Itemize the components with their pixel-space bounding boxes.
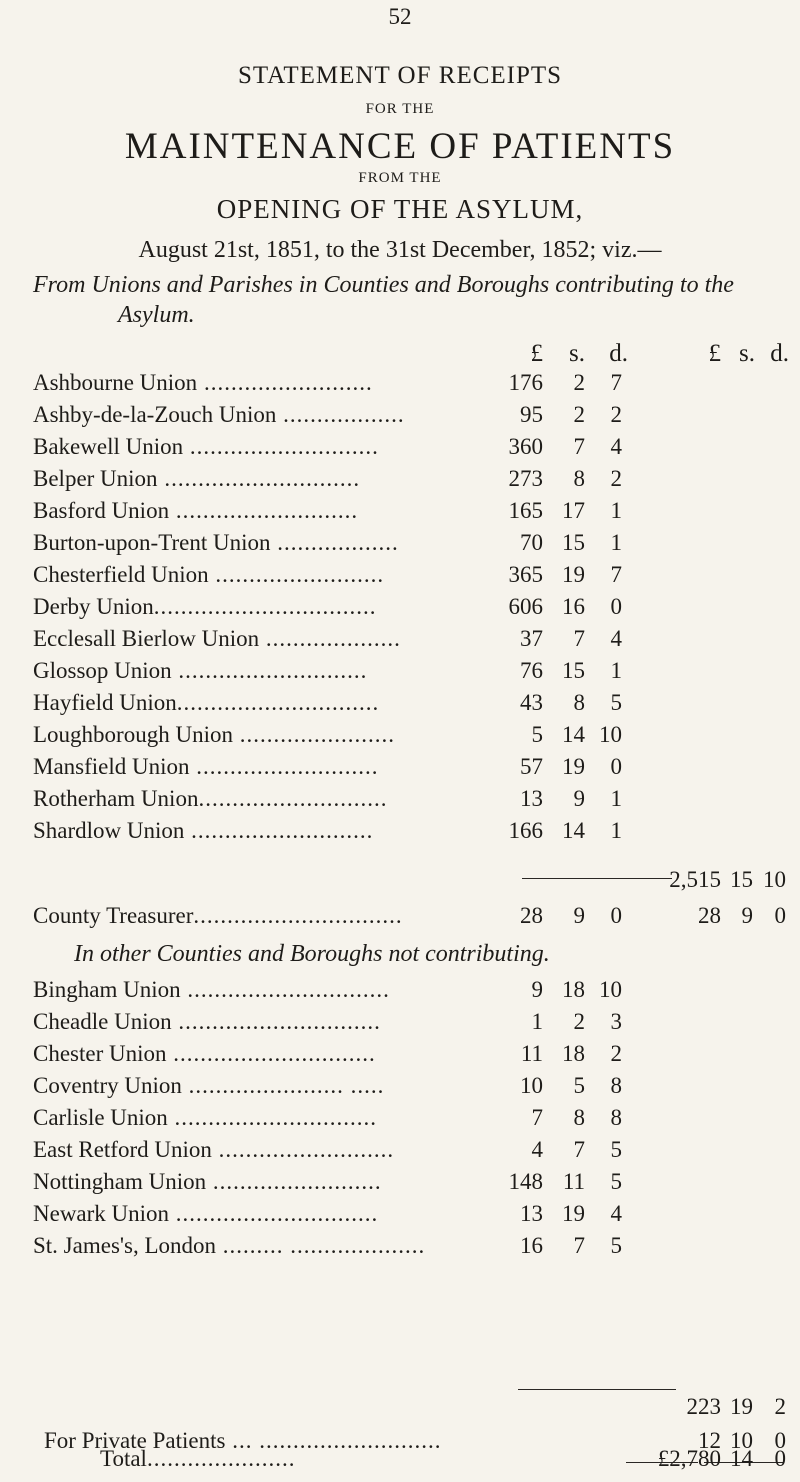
row-shillings: 2	[573, 370, 585, 395]
grand-total-pence: 0	[774, 1446, 786, 1471]
row-name: Newark Union	[33, 1201, 170, 1226]
leader-dots: ..............................	[166, 1041, 376, 1066]
row-name: Ashby-de-la-Zouch Union	[33, 402, 277, 427]
row-pence: 7	[610, 370, 622, 395]
row-pence: 5	[610, 1233, 622, 1258]
row-pounds: 57	[520, 754, 543, 779]
private-patients-pounds: 12	[698, 1428, 721, 1453]
table-row	[0, 1009, 800, 1039]
row-pounds: 148	[508, 1169, 543, 1194]
non-contributing-subtotal-rule	[518, 1389, 676, 1390]
leader-dots: .............................	[157, 466, 361, 491]
row-name: Mansfield Union	[33, 754, 190, 779]
leader-dots: ....................... .....	[181, 1073, 385, 1098]
row-pence: 2	[610, 402, 622, 427]
row-pence: 5	[610, 1137, 622, 1162]
table-row	[0, 626, 800, 656]
row-pence: 4	[610, 1201, 622, 1226]
row-name: Nottingham Union	[33, 1169, 207, 1194]
row-name: Rotherham Union	[33, 786, 199, 811]
row-pounds: 176	[508, 370, 543, 395]
leader-dots: ......... ....................	[216, 1233, 426, 1258]
row-pounds: 166	[508, 818, 543, 843]
row-shillings: 9	[573, 903, 585, 928]
row-pounds: 37	[520, 626, 543, 651]
table-row	[0, 1041, 800, 1071]
row-name: Bakewell Union	[33, 434, 184, 459]
row-pence: 1	[610, 530, 622, 555]
row-shillings: 8	[573, 690, 585, 715]
row-pounds: 95	[520, 402, 543, 427]
row-shillings: 8	[573, 1105, 585, 1130]
row-name: Ecclesall Bierlow Union	[33, 626, 260, 651]
title-statement-of-receipts: STATEMENT OF RECEIPTS	[237, 62, 563, 89]
table-row	[0, 722, 800, 752]
row-shillings: 19	[562, 562, 585, 587]
row-pounds: 165	[508, 498, 543, 523]
title-from-the: FROM THE	[358, 170, 442, 186]
table-row	[0, 754, 800, 784]
title-for-the: FOR THE	[365, 101, 435, 117]
row-shillings: 9	[573, 786, 585, 811]
leader-dots: ......................	[146, 1446, 296, 1471]
row-name: County Treasurer	[33, 903, 194, 928]
leader-dots: .................................	[153, 594, 377, 619]
table-row	[0, 1105, 800, 1135]
table-row	[0, 562, 800, 592]
row-pounds: 360	[508, 434, 543, 459]
leader-dots: ...........................	[189, 754, 379, 779]
table-row	[0, 977, 800, 1007]
row-shillings: 18	[562, 977, 585, 1002]
table-row	[0, 658, 800, 688]
row-pounds: 365	[508, 562, 543, 587]
row-pounds: 5	[531, 722, 543, 747]
row-name: Loughborough Union	[33, 722, 233, 747]
row-name: Hayfield Union	[33, 690, 177, 715]
row-name: Chesterfield Union	[33, 562, 209, 587]
row-total-shillings: 9	[741, 903, 753, 928]
row-shillings: 14	[562, 818, 585, 843]
leader-dots: ..................	[270, 530, 399, 555]
row-name: Belper Union	[33, 466, 158, 491]
table-row	[0, 786, 800, 816]
column-header-total-pence: d.	[770, 340, 789, 367]
row-pounds: 43	[520, 690, 543, 715]
leader-dots: ...............................	[193, 903, 403, 928]
title-date-range: August 21st, 1851, to the 31st December, 1852; viz.—	[138, 237, 662, 263]
leader-dots: ..............................	[176, 690, 380, 715]
column-header-total-pounds: £	[708, 340, 721, 367]
title-opening-of-asylum: OPENING OF THE ASYLUM,	[216, 194, 584, 224]
row-pounds: 273	[508, 466, 543, 491]
row-shillings: 19	[562, 1201, 585, 1226]
table-row	[0, 690, 800, 720]
section-heading-contributing: From Unions and Parishes in Counties and Boroughs contributing to the	[33, 272, 734, 298]
row-name: East Retford Union	[33, 1137, 212, 1162]
section-heading-non-contributing: In other Counties and Boroughs not contributing.	[74, 941, 550, 967]
page-number: 52	[388, 4, 412, 29]
leader-dots: ..............................	[180, 977, 390, 1002]
row-shillings: 16	[562, 594, 585, 619]
row-pounds: 1	[531, 1009, 543, 1034]
table-row	[0, 594, 800, 624]
leader-dots: .........................	[197, 370, 373, 395]
row-pounds: 13	[520, 1201, 543, 1226]
row-shillings: 7	[573, 1137, 585, 1162]
row-pence: 10	[599, 977, 622, 1002]
table-row	[0, 1073, 800, 1103]
row-pence: 0	[610, 903, 622, 928]
row-pence: 1	[610, 658, 622, 683]
grand-total-row	[0, 1446, 800, 1482]
row-name: Bingham Union	[33, 977, 181, 1002]
row-shillings: 14	[562, 722, 585, 747]
table-row	[0, 498, 800, 528]
row-shillings: 5	[573, 1073, 585, 1098]
grand-total-shillings: 14	[730, 1446, 753, 1471]
row-pence: 2	[610, 1041, 622, 1066]
row-name: St. James's, London	[33, 1233, 217, 1258]
row-pence: 1	[610, 786, 622, 811]
private-patients-pence: 0	[774, 1428, 786, 1453]
column-header-shillings: s.	[569, 340, 585, 367]
row-name: For Private Patients	[44, 1428, 226, 1453]
row-pence: 5	[610, 1169, 622, 1194]
table-row	[0, 818, 800, 848]
row-shillings: 15	[562, 658, 585, 683]
row-name: Carlisle Union	[33, 1105, 168, 1130]
row-total-pounds: 28	[698, 903, 721, 928]
leader-dots: ............................	[171, 658, 368, 683]
row-shillings: 17	[562, 498, 585, 523]
row-pounds: 28	[520, 903, 543, 928]
row-pence: 4	[610, 434, 622, 459]
table-row	[0, 1137, 800, 1167]
row-shillings: 2	[573, 402, 585, 427]
leader-dots: ..............................	[169, 1201, 379, 1226]
row-shillings: 19	[562, 754, 585, 779]
leader-dots: ...........................	[184, 818, 374, 843]
section-heading-contributing-cont: Asylum.	[118, 302, 195, 328]
non-contributing-subtotal-row	[0, 1394, 800, 1424]
row-pounds: 9	[531, 977, 543, 1002]
row-pounds: 606	[508, 594, 543, 619]
contributing-total-pence: 10	[763, 867, 786, 892]
row-name: Basford Union	[33, 498, 170, 523]
non-contributing-total-shillings: 19	[730, 1394, 753, 1419]
row-pounds: 4	[531, 1137, 543, 1162]
row-name: Ashbourne Union	[33, 370, 198, 395]
grand-total-label: Total	[100, 1446, 147, 1471]
row-shillings: 15	[562, 530, 585, 555]
leader-dots: ...........................	[169, 498, 359, 523]
leader-dots: .........................	[208, 562, 385, 587]
row-name: Derby Union	[33, 594, 154, 619]
contributing-total-shillings: 15	[730, 867, 753, 892]
row-pence: 10	[599, 722, 622, 747]
leader-dots: ... ...........................	[225, 1428, 442, 1453]
row-pounds: 11	[520, 1041, 543, 1066]
row-pounds: 76	[520, 658, 543, 683]
row-pounds: 7	[531, 1105, 543, 1130]
title-maintenance-of-patients: MAINTENANCE OF PATIENTS	[124, 126, 676, 167]
row-name: Shardlow Union	[33, 818, 185, 843]
row-pence: 0	[610, 594, 622, 619]
table-row	[0, 530, 800, 560]
row-name: Burton-upon-Trent Union	[33, 530, 271, 555]
leader-dots: ............................	[198, 786, 388, 811]
row-name: Glossop Union	[33, 658, 172, 683]
row-name: Cheadle Union	[33, 1009, 172, 1034]
row-shillings: 11	[562, 1169, 585, 1194]
leader-dots: ..................	[276, 402, 405, 427]
leader-dots: ..............................	[167, 1105, 378, 1130]
grand-total-pounds: £2,780	[657, 1446, 721, 1471]
leader-dots: .......................	[232, 722, 395, 747]
row-shillings: 2	[573, 1009, 585, 1034]
row-shillings: 7	[573, 434, 585, 459]
row-pence: 0	[610, 754, 622, 779]
row-shillings: 8	[573, 466, 585, 491]
row-pence: 7	[610, 562, 622, 587]
table-row	[0, 1201, 800, 1231]
leader-dots: ............................	[183, 434, 379, 459]
row-pence: 3	[610, 1009, 622, 1034]
contributing-total-pounds: 2,515	[669, 867, 721, 892]
row-pence: 8	[610, 1105, 622, 1130]
contributing-subtotal-row	[0, 867, 800, 897]
row-shillings: 7	[573, 626, 585, 651]
table-row	[0, 402, 800, 432]
column-header-pence: d.	[609, 340, 628, 367]
row-pence: 1	[610, 818, 622, 843]
private-patients-shillings: 10	[730, 1428, 753, 1453]
non-contributing-total-pounds: 223	[686, 1394, 721, 1419]
row-name: Chester Union	[33, 1041, 167, 1066]
row-shillings: 18	[562, 1041, 585, 1066]
leader-dots: ..........................	[211, 1137, 395, 1162]
non-contributing-total-pence: 2	[774, 1394, 786, 1419]
row-total-pence: 0	[774, 903, 786, 928]
table-row	[0, 466, 800, 496]
row-pence: 8	[610, 1073, 622, 1098]
table-row	[0, 1233, 800, 1263]
row-pence: 1	[610, 498, 622, 523]
leader-dots: ....................	[259, 626, 401, 651]
county-treasurer-row	[0, 903, 800, 933]
row-pence: 4	[610, 626, 622, 651]
row-name: Coventry Union	[33, 1073, 182, 1098]
leader-dots: ..............................	[171, 1009, 381, 1034]
row-pence: 2	[610, 466, 622, 491]
row-pounds: 10	[520, 1073, 543, 1098]
row-shillings: 7	[573, 1233, 585, 1258]
row-pounds: 70	[520, 530, 543, 555]
table-row	[0, 434, 800, 464]
leader-dots: .........................	[206, 1169, 382, 1194]
row-pence: 5	[610, 690, 622, 715]
column-header-total-shillings: s.	[739, 340, 755, 367]
row-pounds: 13	[520, 786, 543, 811]
row-pounds: 16	[520, 1233, 543, 1258]
column-header-pounds: £	[530, 340, 543, 367]
table-row	[0, 370, 800, 400]
table-row	[0, 1169, 800, 1199]
